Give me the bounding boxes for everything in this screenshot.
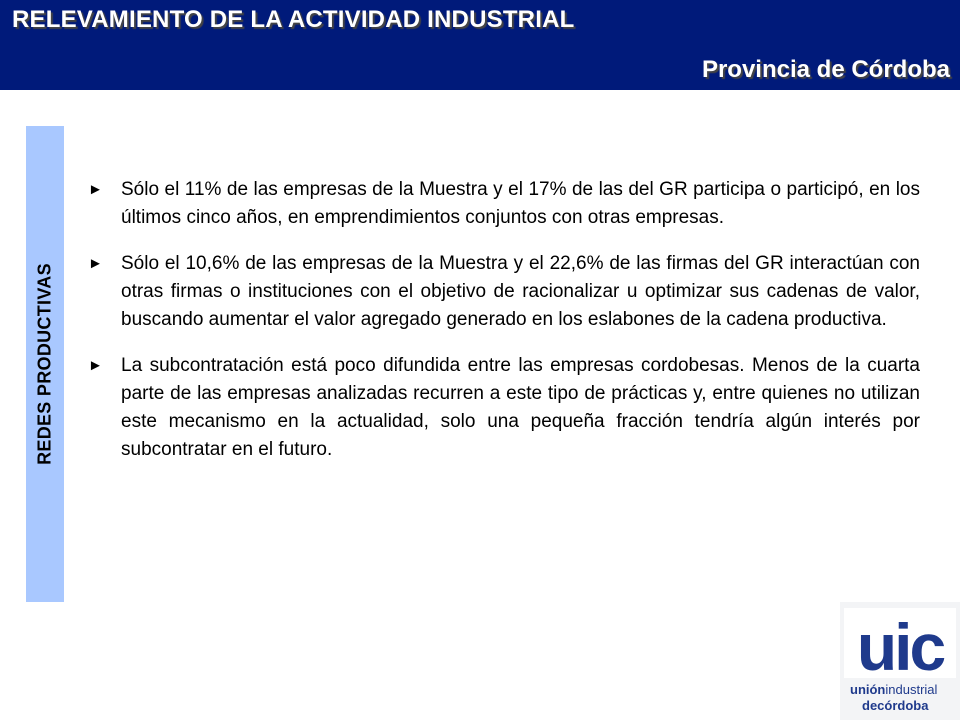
header-bar bbox=[0, 0, 960, 90]
page-subtitle: Provincia de Córdoba bbox=[701, 56, 950, 83]
bullet-item bbox=[86, 352, 920, 464]
page-title: RELEVAMIENTO DE LA ACTIVIDAD INDUSTRIAL bbox=[12, 6, 575, 33]
logo-mark: uic bbox=[856, 610, 944, 684]
bullet-list bbox=[86, 176, 920, 482]
triangle-bullet-icon: ► bbox=[88, 357, 103, 374]
logo-line-2 bbox=[862, 698, 929, 713]
section-label: REDES PRODUCTIVAS bbox=[34, 263, 55, 465]
bullet-text: Sólo el 11% de las empresas de la Muestra y el 17% de las del GR participa o participó, en los últimos cinco años, en emprendimientos conjuntos con otras empresas. bbox=[121, 179, 920, 228]
uic-logo bbox=[840, 602, 960, 720]
logo-line1-regular: industrial bbox=[885, 682, 938, 697]
logo-line2-bold: de bbox=[862, 698, 878, 713]
logo-line1-bold: unión bbox=[850, 682, 886, 697]
triangle-bullet-icon: ► bbox=[88, 255, 103, 272]
bullet-item bbox=[86, 176, 920, 232]
logo-line-1 bbox=[850, 682, 938, 697]
uic-logo-icon bbox=[840, 602, 960, 720]
section-side-band bbox=[26, 126, 64, 602]
bullet-text: Sólo el 10,6% de las empresas de la Muestra y el 22,6% de las firmas del GR interactúan con otras firmas o instituciones con el objetivo de racionalizar u optimizar sus cadenas de valor, buscando aumentar el valor agregado generado en los eslabones de la cadena productiva. bbox=[121, 253, 920, 330]
triangle-bullet-icon: ► bbox=[88, 181, 103, 198]
bullet-text: La subcontratación está poco difundida entre las empresas cordobesas. Menos de la cuarta parte de las empresas analizadas recurren a este tipo de prácticas y, entre quienes no utilizan este mecanismo en la actualidad, solo una pequeña fracción tendría algún interés por subcontratar en el futuro. bbox=[121, 355, 920, 460]
bullet-item bbox=[86, 250, 920, 334]
logo-line2-regular: córdoba bbox=[877, 698, 929, 713]
